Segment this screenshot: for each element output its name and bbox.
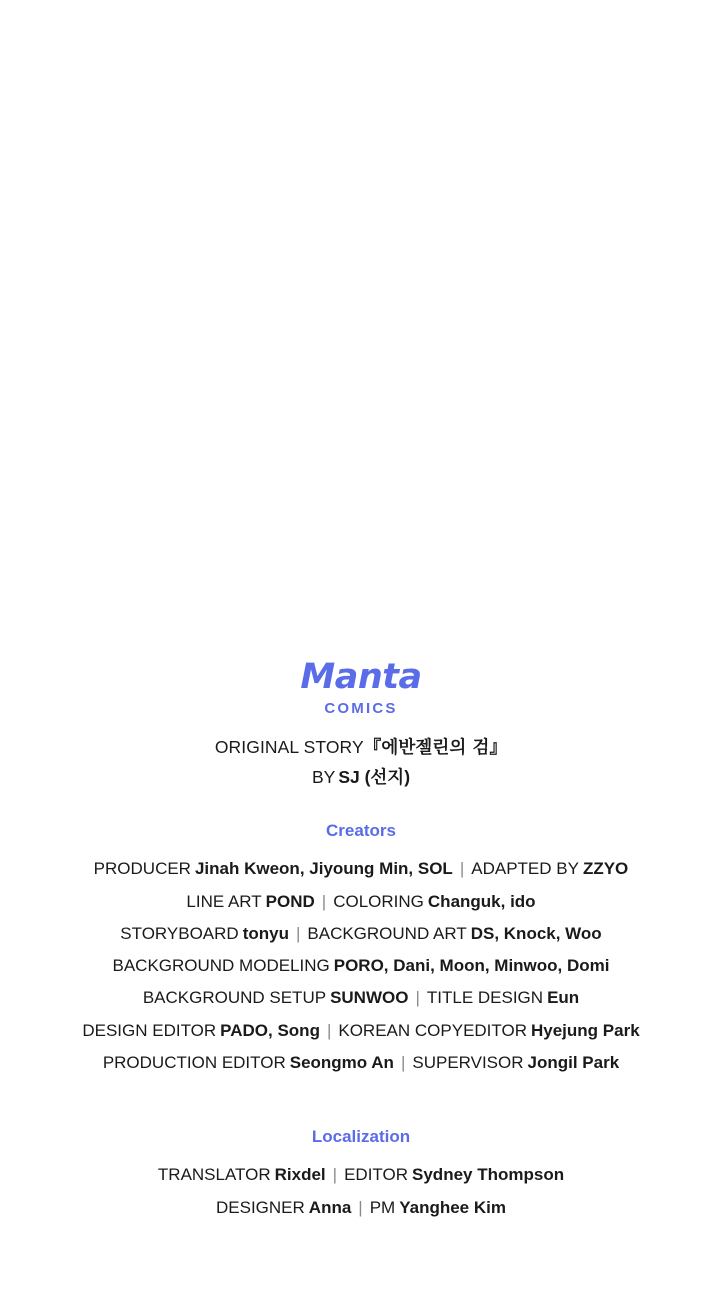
- credit-role: BACKGROUND SETUP: [142, 988, 327, 1008]
- credit-name: Hyejung Park: [531, 1020, 640, 1040]
- credit-row: [82, 918, 639, 950]
- by-label: BY: [311, 767, 336, 788]
- original-story-line: [215, 734, 507, 762]
- credit-role: PRODUCER: [93, 859, 191, 879]
- credit-row: [158, 1192, 564, 1224]
- manta-wordmark: Manta: [300, 657, 422, 697]
- localization-heading: Localization: [311, 1127, 411, 1147]
- creators-list: [82, 853, 639, 1079]
- credit-separator: |: [326, 1020, 332, 1040]
- credit-name: ZZYO: [582, 859, 629, 879]
- original-story-label: ORIGINAL STORY: [214, 737, 364, 757]
- credit-role: LINE ART: [186, 891, 262, 911]
- credit-role: TITLE DESIGN: [426, 988, 544, 1008]
- credit-name: Eun: [547, 988, 580, 1008]
- credit-row: [82, 853, 639, 885]
- credit-row: [82, 886, 639, 918]
- credit-role: STORYBOARD: [120, 923, 239, 943]
- original-story-title: 『에반젤린의 검』: [363, 738, 508, 758]
- credit-separator: |: [295, 923, 301, 943]
- credit-name: Seongmo An: [289, 1053, 394, 1073]
- credit-role: COLORING: [333, 891, 424, 911]
- credit-role: BACKGROUND ART: [307, 923, 467, 943]
- credit-name: Yanghee Kim: [399, 1197, 506, 1217]
- credit-role: ADAPTED BY: [471, 859, 579, 879]
- credit-role: DESIGN EDITOR: [82, 1020, 217, 1040]
- credit-name: tonyu: [242, 923, 289, 943]
- by-name: SJ (선지): [338, 767, 411, 788]
- credit-row: [82, 950, 639, 982]
- credit-role: BACKGROUND MODELING: [112, 956, 330, 976]
- original-story-author-line: [312, 764, 410, 791]
- credit-role: SUPERVISOR: [412, 1053, 524, 1073]
- credit-name: PADO, Song: [220, 1020, 320, 1040]
- credit-role: KOREAN COPYEDITOR: [338, 1020, 527, 1040]
- credit-name: DS, Knock, Woo: [470, 923, 602, 943]
- credit-name: Jongil Park: [527, 1053, 620, 1073]
- creators-heading: Creators: [326, 821, 396, 841]
- credit-role: PRODUCTION EDITOR: [102, 1053, 286, 1073]
- credit-role: EDITOR: [344, 1165, 409, 1185]
- credit-name: POND: [265, 891, 315, 911]
- credit-name: Rixdel: [274, 1165, 326, 1185]
- credit-role: DESIGNER: [216, 1197, 305, 1217]
- credits-block: [0, 657, 722, 1224]
- credit-separator: |: [321, 891, 327, 911]
- credit-name: Anna: [308, 1197, 352, 1217]
- credit-row: [82, 1015, 639, 1047]
- credit-role: TRANSLATOR: [157, 1165, 271, 1185]
- credit-name: Sydney Thompson: [412, 1165, 565, 1185]
- credit-separator: |: [358, 1197, 363, 1217]
- credit-name: SUNWOO: [330, 988, 409, 1008]
- credit-role: PM: [369, 1197, 396, 1217]
- comics-subtitle: COMICS: [324, 700, 398, 717]
- credit-separator: |: [415, 988, 420, 1008]
- credit-row: [158, 1159, 564, 1191]
- credit-name: Jinah Kweon, Jiyoung Min, SOL: [194, 859, 453, 879]
- credit-separator: |: [459, 859, 465, 879]
- credit-separator: |: [332, 1165, 338, 1185]
- credit-row: [82, 1047, 639, 1079]
- credit-row: [82, 982, 639, 1014]
- credit-name: Changuk, ido: [427, 891, 536, 911]
- manta-comics-logo: [300, 657, 422, 717]
- localization-block: [158, 1097, 564, 1224]
- credit-separator: |: [400, 1053, 406, 1073]
- credit-name: PORO, Dani, Moon, Minwoo, Domi: [333, 956, 610, 976]
